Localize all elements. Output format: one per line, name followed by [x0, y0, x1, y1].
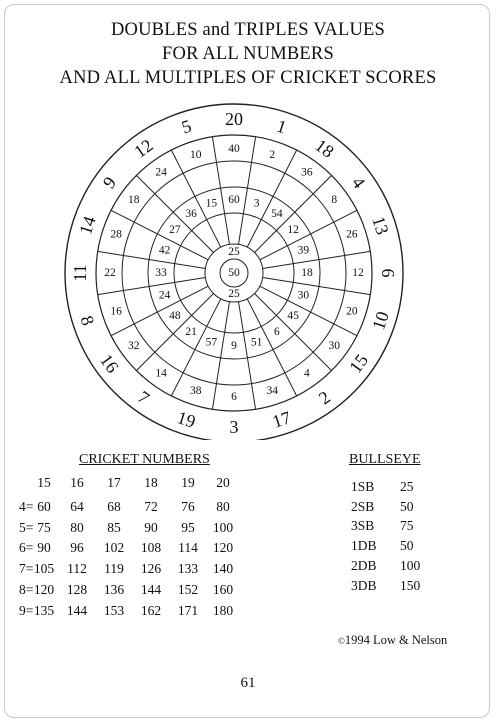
cricket-cell: 80 — [70, 519, 84, 535]
cricket-cell: 95 — [181, 519, 195, 535]
cricket-cell: 114 — [178, 540, 198, 556]
bull-outer-top: 25 — [228, 246, 240, 258]
outer-number: 5 — [179, 115, 194, 138]
cricket-cell: 72 — [144, 499, 158, 514]
cricket-cell: 126 — [140, 561, 162, 577]
bullseye-label: 2SB — [351, 498, 375, 514]
copyright-notice — [338, 633, 447, 648]
outer-number: 11 — [70, 264, 90, 282]
cricket-cell: 112 — [67, 561, 87, 577]
triple-value: 15 — [205, 197, 218, 210]
outer-number: 18 — [311, 135, 338, 162]
triple-value: 27 — [169, 224, 181, 237]
cricket-cell: 90 — [37, 540, 51, 556]
cricket-cell: 108 — [140, 540, 162, 556]
double-value: 12 — [352, 267, 364, 279]
cricket-cell: 171 — [177, 602, 199, 618]
bullseye-label: 1DB — [351, 538, 377, 554]
bullseye-value: 50 — [400, 498, 414, 514]
cricket-cell: 80 — [216, 499, 230, 514]
cricket-row-label: 4= — [19, 499, 34, 514]
triple-value: 45 — [287, 309, 299, 322]
cricket-cell: 133 — [177, 561, 199, 577]
segment-divider — [98, 278, 206, 295]
cricket-header: 18 — [144, 475, 158, 490]
outer-number: 3 — [229, 417, 239, 437]
segment-divider — [136, 175, 213, 252]
cricket-cell: 160 — [212, 581, 234, 597]
double-value: 2 — [269, 149, 276, 162]
cricket-cell: 96 — [70, 540, 84, 556]
cricket-header: 17 — [107, 475, 121, 490]
cricket-cell: 152 — [177, 581, 199, 597]
triple-value: 39 — [297, 244, 310, 257]
cricket-cell: 120 — [33, 581, 55, 597]
cricket-cell: 64 — [70, 499, 84, 514]
outer-number: 10 — [368, 308, 393, 333]
cricket-cell: 180 — [212, 602, 234, 618]
cricket-header: 19 — [181, 475, 195, 490]
segment-divider — [255, 294, 332, 371]
outer-number: 7 — [133, 386, 154, 409]
bull-inner-value: 50 — [228, 267, 240, 279]
triple-value: 33 — [155, 267, 167, 279]
bullseye-label: 1SB — [351, 479, 375, 494]
triple-value: 18 — [301, 267, 313, 279]
double-value: 10 — [189, 149, 202, 162]
double-value: 28 — [110, 228, 122, 241]
double-value: 30 — [328, 339, 341, 352]
double-value: 16 — [110, 305, 122, 318]
triple-value: 12 — [287, 224, 299, 237]
cricket-cell: 102 — [103, 540, 125, 556]
title-line-3: AND ALL MULTIPLES OF CRICKET SCORES — [59, 68, 437, 88]
triple-value: 9 — [231, 340, 237, 352]
triple-value: 6 — [274, 326, 280, 339]
bullseye-label: 3DB — [351, 577, 377, 593]
triple-value: 21 — [185, 326, 197, 339]
cricket-cell: 153 — [103, 602, 125, 618]
outer-number: 17 — [269, 407, 294, 432]
segment-divider — [212, 302, 229, 410]
triple-value: 30 — [297, 289, 310, 302]
double-value: 26 — [346, 228, 358, 241]
outer-number: 2 — [314, 386, 335, 409]
outer-number: 6 — [378, 268, 398, 278]
segment-divider — [212, 137, 229, 245]
outer-number: 1 — [274, 115, 289, 138]
cricket-cell: 90 — [144, 519, 158, 535]
triple-value: 36 — [185, 207, 197, 220]
bullseye-value: 100 — [400, 557, 421, 573]
outer-number: 16 — [96, 350, 123, 377]
outer-number: 15 — [345, 350, 372, 377]
cricket-cell: 100 — [212, 519, 234, 535]
triple-value: 3 — [253, 197, 260, 210]
double-value: 4 — [304, 367, 310, 380]
triple-value: 60 — [228, 194, 240, 206]
cricket-cell: 136 — [103, 581, 125, 597]
cricket-numbers-title: CRICKET NUMBERS — [79, 452, 210, 467]
bullseye-value: 25 — [400, 479, 414, 494]
page-number: 61 — [240, 675, 256, 691]
outer-number: 9 — [98, 172, 121, 193]
cricket-cell: 144 — [140, 581, 162, 597]
cricket-cell: 105 — [33, 561, 55, 577]
copyright-symbol: © — [338, 636, 345, 646]
outer-number: 12 — [130, 135, 157, 162]
cricket-row-label: 9= — [19, 602, 34, 618]
cricket-cell: 135 — [33, 602, 55, 618]
bullseye-label: 3SB — [351, 518, 375, 534]
bullseye-title: BULLSEYE — [349, 452, 421, 467]
segment-divider — [98, 251, 206, 268]
cricket-cell: 120 — [212, 540, 234, 556]
bullseye-label: 2DB — [351, 557, 377, 573]
double-value: 24 — [155, 166, 167, 179]
double-value: 6 — [231, 391, 237, 403]
segment-divider — [263, 278, 371, 295]
cricket-row-label: 5= — [19, 519, 34, 535]
cricket-cell: 85 — [107, 519, 121, 535]
double-value: 8 — [331, 194, 338, 207]
outer-number: 19 — [174, 407, 199, 432]
cricket-cell: 76 — [181, 499, 195, 514]
cricket-header: 16 — [70, 475, 84, 490]
cricket-row-label: 6= — [19, 540, 34, 556]
double-value: 18 — [127, 194, 140, 207]
bullseye-value: 150 — [400, 577, 421, 593]
outer-number: 14 — [75, 213, 100, 238]
bullseye-value: 75 — [400, 518, 414, 534]
cricket-header: 20 — [216, 475, 230, 490]
triple-value: 42 — [158, 244, 171, 257]
double-value: 36 — [301, 166, 313, 179]
segment-divider — [255, 175, 332, 252]
triple-value: 57 — [205, 336, 218, 349]
segment-divider — [239, 302, 256, 410]
outer-number: 8 — [76, 313, 99, 328]
segment-divider — [239, 137, 256, 245]
cricket-cell: 144 — [66, 602, 88, 618]
cricket-cell: 68 — [107, 499, 121, 514]
double-value: 32 — [127, 339, 140, 352]
cricket-cell: 60 — [37, 499, 51, 514]
cricket-cell: 75 — [37, 519, 51, 535]
triple-value: 48 — [169, 309, 181, 322]
triple-value: 24 — [158, 289, 171, 302]
cricket-cell: 119 — [104, 561, 124, 577]
outer-number: 4 — [347, 172, 370, 193]
triple-value: 51 — [250, 336, 263, 349]
segment-divider — [263, 251, 371, 268]
outer-number: 13 — [368, 213, 393, 238]
copyright-text: 1994 Low & Nelson — [344, 633, 448, 647]
double-value: 38 — [189, 384, 202, 397]
title-line-2: FOR ALL NUMBERS — [162, 44, 334, 64]
cricket-cell: 128 — [66, 581, 88, 597]
cricket-row-label: 7= — [19, 561, 34, 577]
cricket-cell: 140 — [212, 561, 234, 577]
segment-divider — [136, 294, 213, 371]
double-value: 22 — [104, 267, 116, 279]
double-value: 14 — [155, 367, 167, 380]
double-value: 20 — [346, 305, 358, 318]
bull-outer-bottom: 25 — [228, 288, 240, 300]
double-value: 40 — [228, 143, 240, 155]
cricket-cell: 162 — [140, 602, 162, 618]
bullseye-value: 50 — [400, 538, 414, 554]
title-line-1: DOUBLES and TRIPLES VALUES — [111, 20, 385, 40]
cricket-header: 15 — [37, 475, 51, 490]
cricket-row-label: 8= — [19, 581, 34, 597]
triple-value: 54 — [271, 207, 283, 220]
outer-number: 20 — [225, 109, 243, 129]
double-value: 34 — [266, 384, 279, 397]
